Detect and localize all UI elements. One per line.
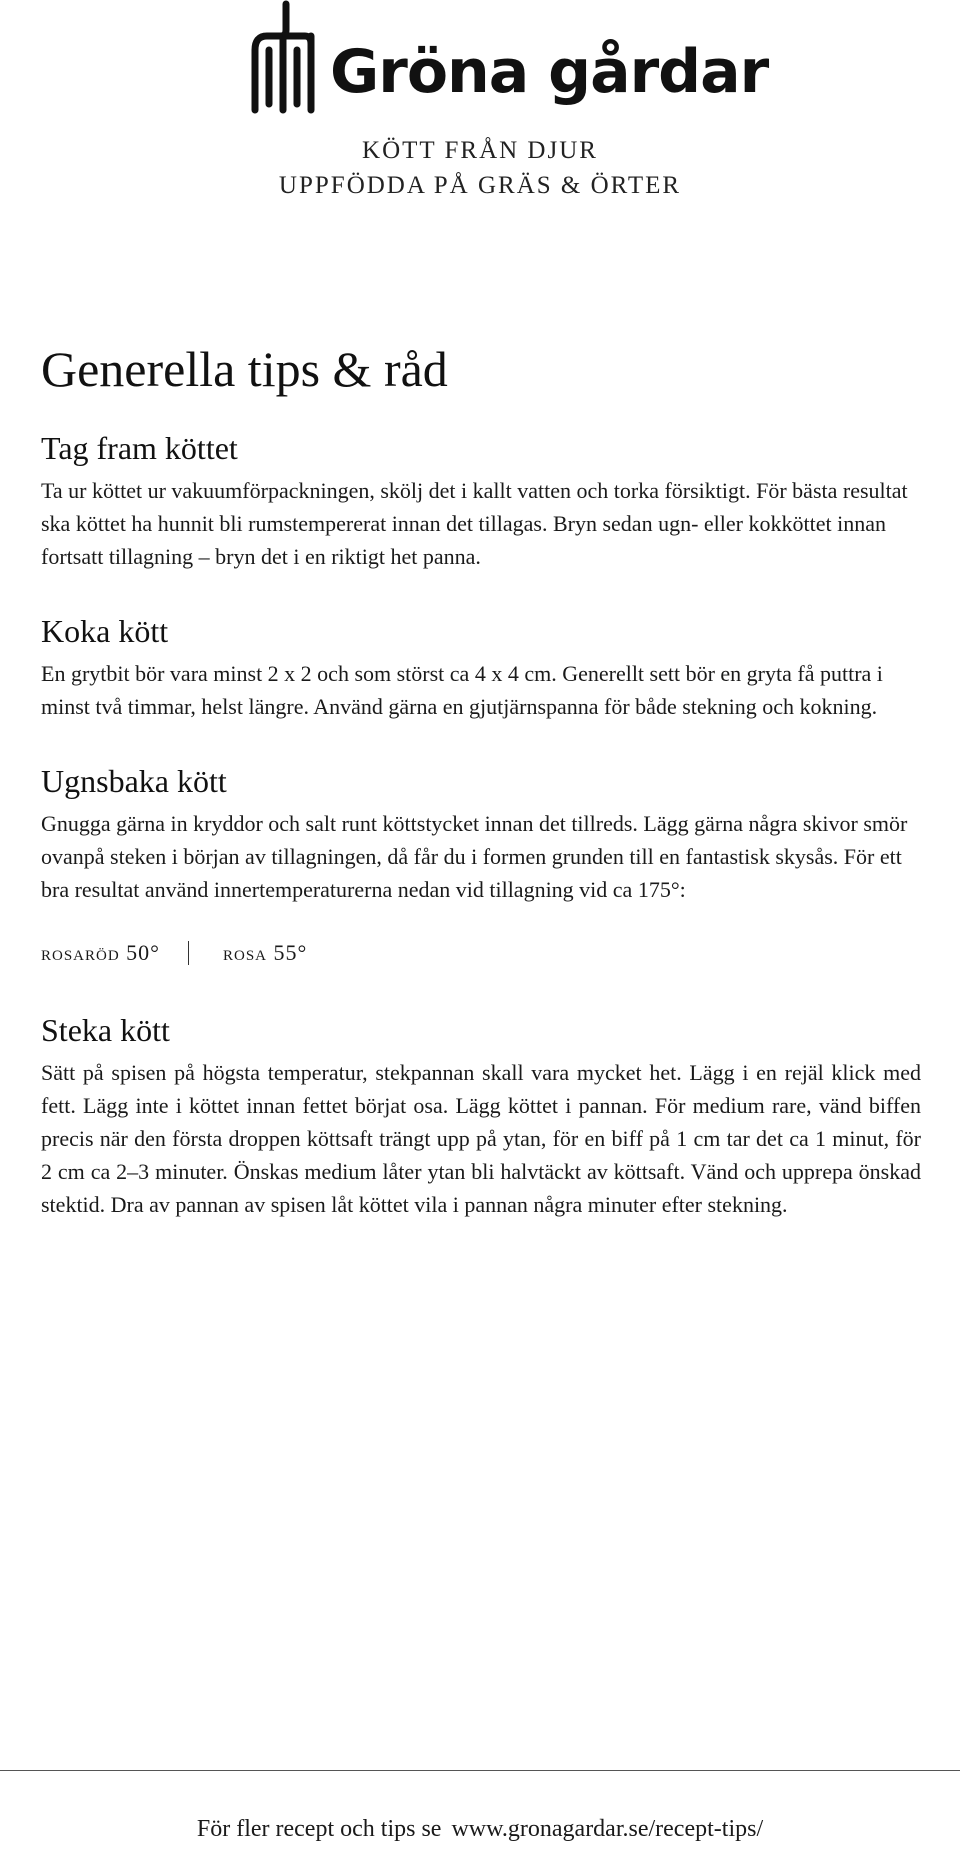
- brand-logo: [0, 0, 960, 125]
- section-body: Sätt på spisen på högsta temperatur, stekpannan skall vara mycket het. Lägg i en rejäl klick med fett. Lägg inte i köttet innan fettet börjat osa. Lägg köttet i pannan. För medium rare, vänd biffen precis när den första droppen köttsaft trängt upp på ytan, för en biff på 1 cm tar det ca 1 minut, för 2 cm ca 2–3 minuter. Önskas medium låter ytan bli halvtäckt av köttsaft. Vänd och upprepa önskad stektid. Dra av pannan av spisen låt köttet vila i pannan några minuter efter stekning.: [41, 1060, 921, 1217]
- section-heading: Ugnsbaka kött: [41, 763, 227, 799]
- section-body: Ta ur köttet ur vakuumförpackningen, skölj det i kallt vatten och torka försiktigt. För bästa resultat ska köttet ha hunnit bli rumstempererat innan det tillagas. Bryn sedan ugn- eller kokköttet innan fortsatt tillagning – bryn det i en riktigt het panna.: [41, 478, 908, 569]
- divider: [188, 941, 189, 965]
- pitchfork-icon: [245, 0, 317, 118]
- temperature-list: [41, 936, 921, 970]
- temperature-rosarod: rosaröd 50°: [41, 940, 160, 965]
- section-body: Gnugga gärna in kryddor och salt runt köttstycket innan det tillreds. Lägg gärna några skivor smör ovanpå steken i början av tillagningen, då får du i formen grunden till en fantastisk skysås. För ett bra resultat använd innertemperaturerna nedan vid tillagning vid ca 175°:: [41, 811, 908, 902]
- tagline-line-2: UPPFÖDDA PÅ GRÄS & ÖRTER: [278, 172, 682, 199]
- footer-text: För fler recept och tips se: [196, 1816, 442, 1842]
- section-ugnsbaka-kott: [41, 761, 921, 970]
- section-heading: Koka kött: [41, 613, 169, 649]
- tagline-line-1: KÖTT FRÅN DJUR: [362, 137, 598, 164]
- section-steka-kott: [41, 1010, 921, 1221]
- section-heading: Steka kött: [41, 1012, 170, 1048]
- section-body: En grytbit bör vara minst 2 x 2 och som störst ca 4 x 4 cm. Generellt sett bör en gryta få puttra i minst två timmar, helst längre. Använd gärna en gjutjärnspanna för både stekning och kokning.: [41, 661, 883, 719]
- section-heading: Tag fram köttet: [41, 430, 238, 466]
- section-koka-kott: [41, 611, 921, 723]
- main-content: [41, 340, 921, 1259]
- temperature-rosa: rosa 55°: [222, 940, 308, 965]
- section-tag-fram-kottet: [41, 428, 921, 573]
- brand-name: Gröna gårdar: [330, 37, 769, 107]
- footer-divider: [0, 1770, 960, 1771]
- page-title: Generella tips & råd: [41, 341, 448, 397]
- footer-link[interactable]: www.gronagardar.se/recept-tips/: [451, 1816, 764, 1842]
- footer: [0, 1816, 960, 1843]
